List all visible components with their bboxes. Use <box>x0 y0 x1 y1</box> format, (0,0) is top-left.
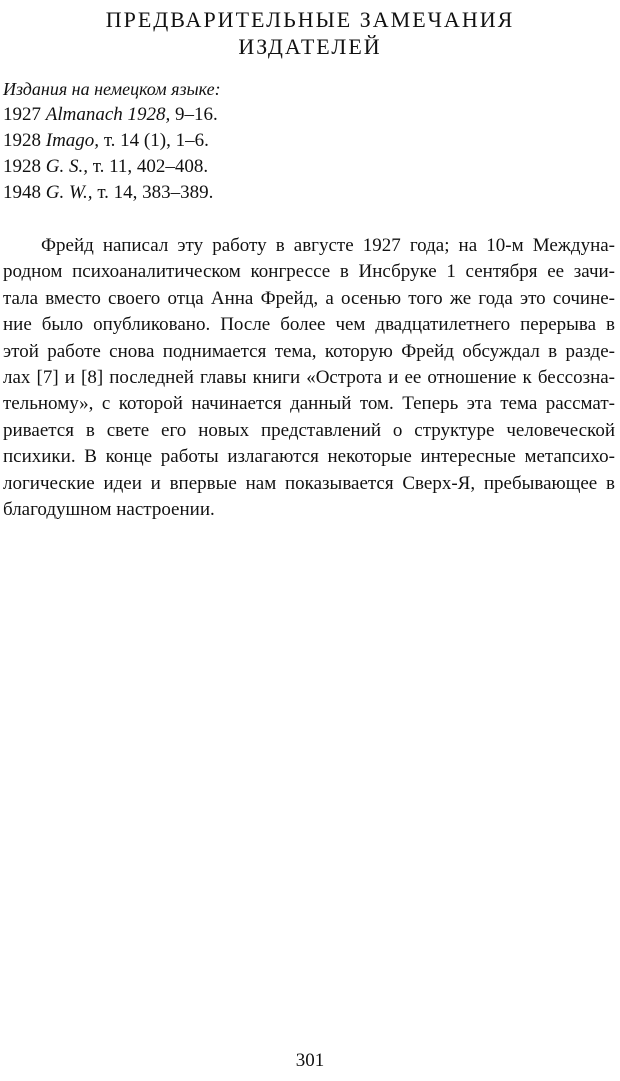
edition-ref: т. 11, 402–408. <box>92 156 209 177</box>
page-title <box>0 6 620 60</box>
paragraph-line: психики. В конце работы излагаются некоторые интересные метапсихо- <box>3 446 615 468</box>
paragraph-line: тельному», с которой начинается данный том. Теперь эта тема рассмат- <box>3 393 615 415</box>
title-line-1: ПРЕДВАРИТЕЛЬНЫЕ ЗАМЕЧАНИЯ <box>105 7 515 32</box>
edition-source: G. S., <box>45 156 88 177</box>
edition-ref: 9–16. <box>175 104 218 125</box>
paragraph-line: лах [7] и [8] последней главы книги «Острота и ее отношение к бессозна- <box>3 367 615 389</box>
edition-ref: т. 14, 383–389. <box>97 182 214 203</box>
edition-year: 1948 <box>3 182 41 203</box>
editions-list <box>3 76 603 206</box>
title-line-2: ИЗДАТЕЛЕЙ <box>238 34 382 59</box>
paragraph-line: тала вместо своего отца Анна Фрейд, а осенью того же года это сочине- <box>3 287 615 309</box>
paragraph-line: благодушном настроении. <box>3 499 215 521</box>
paragraph-line: логические идеи и впервые нам показывается Сверх-Я, пребывающее в <box>3 472 615 494</box>
paragraph-line: Фрейд написал эту работу в августе 1927 года; на 10-м Междуна- <box>41 235 615 256</box>
paragraph-line: родном психоаналитическом конгрессе в Инсбруке 1 сентября ее зачи- <box>3 261 615 283</box>
page-number: 301 <box>295 1050 325 1071</box>
edition-year: 1927 <box>3 104 41 125</box>
edition-source: G. W., <box>45 182 93 203</box>
edition-entry <box>3 128 603 154</box>
edition-year: 1928 <box>3 130 41 151</box>
edition-source: Almanach 1928, <box>45 104 171 125</box>
paragraph-line: ние было опубликовано. После более чем двадцатилетнего перерыва в <box>3 314 615 336</box>
editions-heading: Издания на немецком языке: <box>3 79 221 99</box>
edition-entry <box>3 154 603 180</box>
edition-year: 1928 <box>3 156 41 177</box>
edition-entry <box>3 180 603 206</box>
edition-ref: т. 14 (1), 1–6. <box>103 130 209 151</box>
paragraph-line: этой работе снова поднимается тема, которую Фрейд обсуждал в разде- <box>3 340 615 362</box>
edition-entry <box>3 102 603 128</box>
body-paragraph <box>3 233 615 523</box>
edition-source: Imago, <box>45 130 100 151</box>
paragraph-line: ривается в свете его новых представлений о структуре человеческой <box>3 419 615 441</box>
